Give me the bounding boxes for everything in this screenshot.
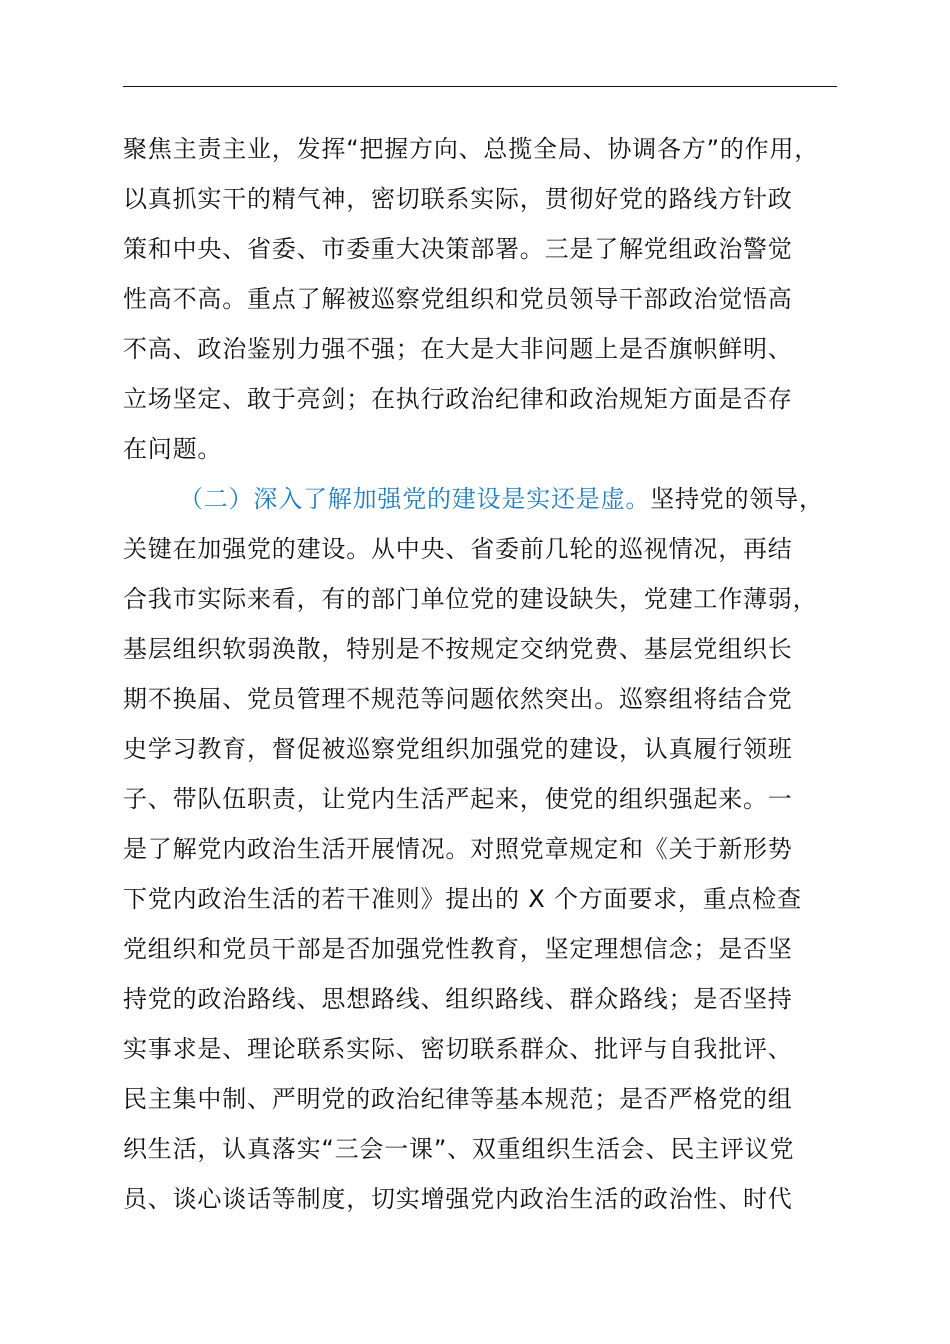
text-line: 合我市实际来看，有的部门单位党的建设缺失，党建工作薄弱， xyxy=(123,585,818,613)
section-first-line xyxy=(123,474,863,524)
text-line: 基层组织软弱涣散，特别是不按规定交纳党费、基层党组织长 xyxy=(123,635,793,663)
body-text xyxy=(123,124,863,1224)
text-line: 不高、政治鉴别力强不强；在大是大非问题上是否旗帜鲜明、 xyxy=(123,335,793,363)
text-line: 在问题。 xyxy=(123,435,223,463)
section-first-line-rest: 坚持党的领导， xyxy=(650,485,824,513)
text-line: 史学习教育，督促被巡察党组织加强党的建设，认真履行领班 xyxy=(123,735,793,763)
text-line: 子、带队伍职责，让党内生活严起来，使党的组织强起来。一 xyxy=(123,785,793,813)
text-line: 实事求是、理论联系实际、密切联系群众、批评与自我批评、 xyxy=(123,1035,793,1063)
text-line: 性高不高。重点了解被巡察党组织和党员领导干部政治觉悟高 xyxy=(123,285,793,313)
text-line: 是了解党内政治生活开展情况。对照党章规定和《关于新形势 xyxy=(123,835,793,863)
text-line: 党组织和党员干部是否加强党性教育，坚定理想信念；是否坚 xyxy=(123,935,793,963)
text-line: 持党的政治路线、思想路线、组织路线、群众路线；是否坚持 xyxy=(123,985,793,1013)
text-line: 以真抓实干的精气神，密切联系实际，贯彻好党的路线方针政 xyxy=(123,185,793,213)
text-line: 员、谈心谈话等制度，切实增强党内政治生活的政治性、时代 xyxy=(123,1185,793,1213)
text-line: 立场坚定、敢于亮剑；在执行政治纪律和政治规矩方面是否存 xyxy=(123,385,793,413)
text-line: 织生活，认真落实“三会一课”、双重组织生活会、民主评议党 xyxy=(123,1135,795,1163)
text-line: 下党内政治生活的若干准则》提出的 X 个方面要求，重点检查 xyxy=(123,885,802,913)
text-line: 期不换届、党员管理不规范等问题依然突出。巡察组将结合党 xyxy=(123,685,793,713)
text-line: 聚焦主责主业，发挥“把握方向、总揽全局、协调各方”的作用， xyxy=(123,135,820,163)
text-line: 关键在加强党的建设。从中央、省委前几轮的巡视情况，再结 xyxy=(123,535,793,563)
text-line: 策和中央、省委、市委重大决策部署。三是了解党组政治警觉 xyxy=(123,235,793,263)
text-line: 民主集中制、严明党的政治纪律等基本规范；是否严格党的组 xyxy=(123,1085,793,1113)
header-rule xyxy=(123,86,837,87)
section-heading: （二）深入了解加强党的建设是实还是虚。 xyxy=(179,485,651,513)
